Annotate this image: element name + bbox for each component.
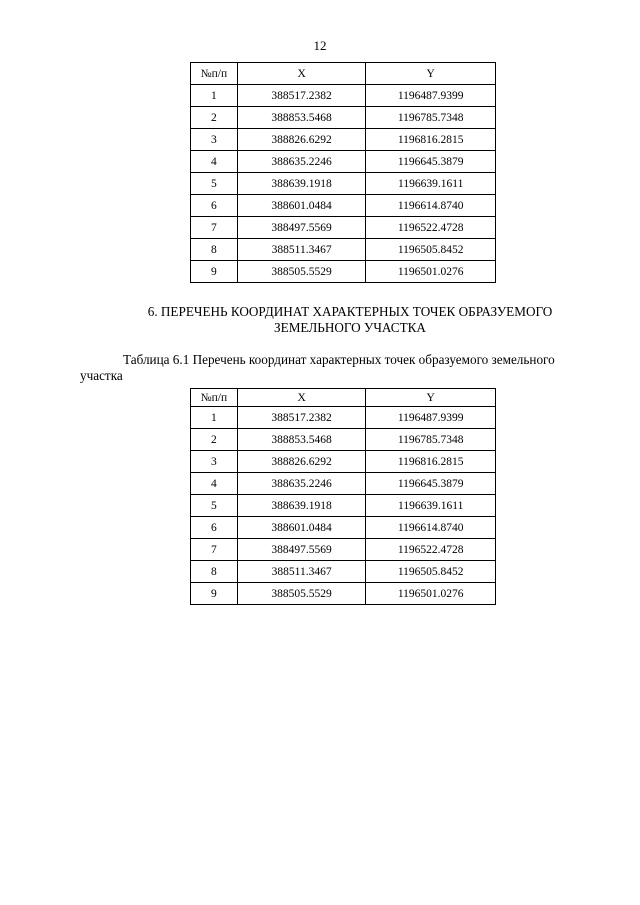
cell-x: 388511.3467 (237, 239, 366, 261)
cell-x: 388826.6292 (237, 129, 366, 151)
cell-x: 388497.5569 (237, 217, 366, 239)
header-number: №п/п (191, 389, 238, 407)
table-caption-line-2: участка (80, 368, 123, 383)
section-heading-line-2: ЗЕМЕЛЬНОГО УЧАСТКА (274, 320, 426, 335)
header-x: X (237, 389, 366, 407)
table-row (191, 517, 496, 539)
cell-y: 1196614.8740 (366, 195, 496, 217)
cell-y: 1196522.4728 (366, 217, 496, 239)
cell-number: 1 (191, 85, 238, 107)
cell-x: 388505.5529 (237, 583, 366, 605)
cell-number: 8 (191, 239, 238, 261)
table-caption (80, 352, 600, 384)
cell-x: 388511.3467 (237, 561, 366, 583)
table-row (191, 85, 496, 107)
cell-x: 388853.5468 (237, 107, 366, 129)
cell-y: 1196785.7348 (366, 107, 496, 129)
cell-y: 1196501.0276 (366, 261, 496, 283)
table-row (191, 239, 496, 261)
table-header-row (191, 389, 496, 407)
cell-number: 6 (191, 517, 238, 539)
cell-x: 388601.0484 (237, 517, 366, 539)
section-heading-line-1: 6. ПЕРЕЧЕНЬ КООРДИНАТ ХАРАКТЕРНЫХ ТОЧЕК ОБРАЗУЕМОГО (147, 304, 553, 319)
cell-number: 9 (191, 583, 238, 605)
cell-number: 8 (191, 561, 238, 583)
table-row (191, 151, 496, 173)
cell-number: 5 (191, 495, 238, 517)
coordinates-table-1 (190, 62, 496, 283)
cell-x: 388505.5529 (237, 261, 366, 283)
cell-x: 388639.1918 (237, 495, 366, 517)
cell-number: 7 (191, 217, 238, 239)
table-row (191, 561, 496, 583)
cell-number: 9 (191, 261, 238, 283)
cell-x: 388635.2246 (237, 151, 366, 173)
cell-number: 1 (191, 407, 238, 429)
table-row (191, 583, 496, 605)
cell-y: 1196639.1611 (366, 173, 496, 195)
table-row (191, 217, 496, 239)
cell-y: 1196639.1611 (366, 495, 496, 517)
cell-number: 6 (191, 195, 238, 217)
cell-x: 388635.2246 (237, 473, 366, 495)
table-header-row (191, 63, 496, 85)
cell-x: 388517.2382 (237, 407, 366, 429)
cell-y: 1196614.8740 (366, 517, 496, 539)
header-y: Y (366, 63, 496, 85)
table-row (191, 539, 496, 561)
table-row (191, 173, 496, 195)
section-heading (90, 304, 610, 336)
table-row (191, 107, 496, 129)
cell-number: 3 (191, 451, 238, 473)
table-caption-line-1: Таблица 6.1 Перечень координат характерных точек образуемого земельного (123, 352, 555, 367)
cell-y: 1196487.9399 (366, 407, 496, 429)
cell-y: 1196501.0276 (366, 583, 496, 605)
cell-x: 388517.2382 (237, 85, 366, 107)
cell-number: 4 (191, 151, 238, 173)
cell-x: 388601.0484 (237, 195, 366, 217)
table-row (191, 429, 496, 451)
cell-y: 1196816.2815 (366, 129, 496, 151)
cell-y: 1196645.3879 (366, 473, 496, 495)
cell-y: 1196487.9399 (366, 85, 496, 107)
header-y: Y (366, 389, 496, 407)
cell-number: 5 (191, 173, 238, 195)
cell-number: 7 (191, 539, 238, 561)
table-row (191, 495, 496, 517)
table-row (191, 261, 496, 283)
cell-y: 1196785.7348 (366, 429, 496, 451)
table-row (191, 473, 496, 495)
table-row (191, 451, 496, 473)
cell-y: 1196645.3879 (366, 151, 496, 173)
cell-x: 388639.1918 (237, 173, 366, 195)
cell-y: 1196505.8452 (366, 239, 496, 261)
cell-y: 1196522.4728 (366, 539, 496, 561)
cell-x: 388853.5468 (237, 429, 366, 451)
header-x: X (237, 63, 366, 85)
cell-number: 2 (191, 107, 238, 129)
coordinates-table-2 (190, 388, 496, 605)
table-row (191, 195, 496, 217)
cell-number: 2 (191, 429, 238, 451)
cell-number: 3 (191, 129, 238, 151)
table-row (191, 407, 496, 429)
cell-number: 4 (191, 473, 238, 495)
cell-x: 388826.6292 (237, 451, 366, 473)
page-number: 12 (313, 38, 327, 53)
table-row (191, 129, 496, 151)
cell-y: 1196505.8452 (366, 561, 496, 583)
header-number: №п/п (191, 63, 238, 85)
cell-x: 388497.5569 (237, 539, 366, 561)
cell-y: 1196816.2815 (366, 451, 496, 473)
